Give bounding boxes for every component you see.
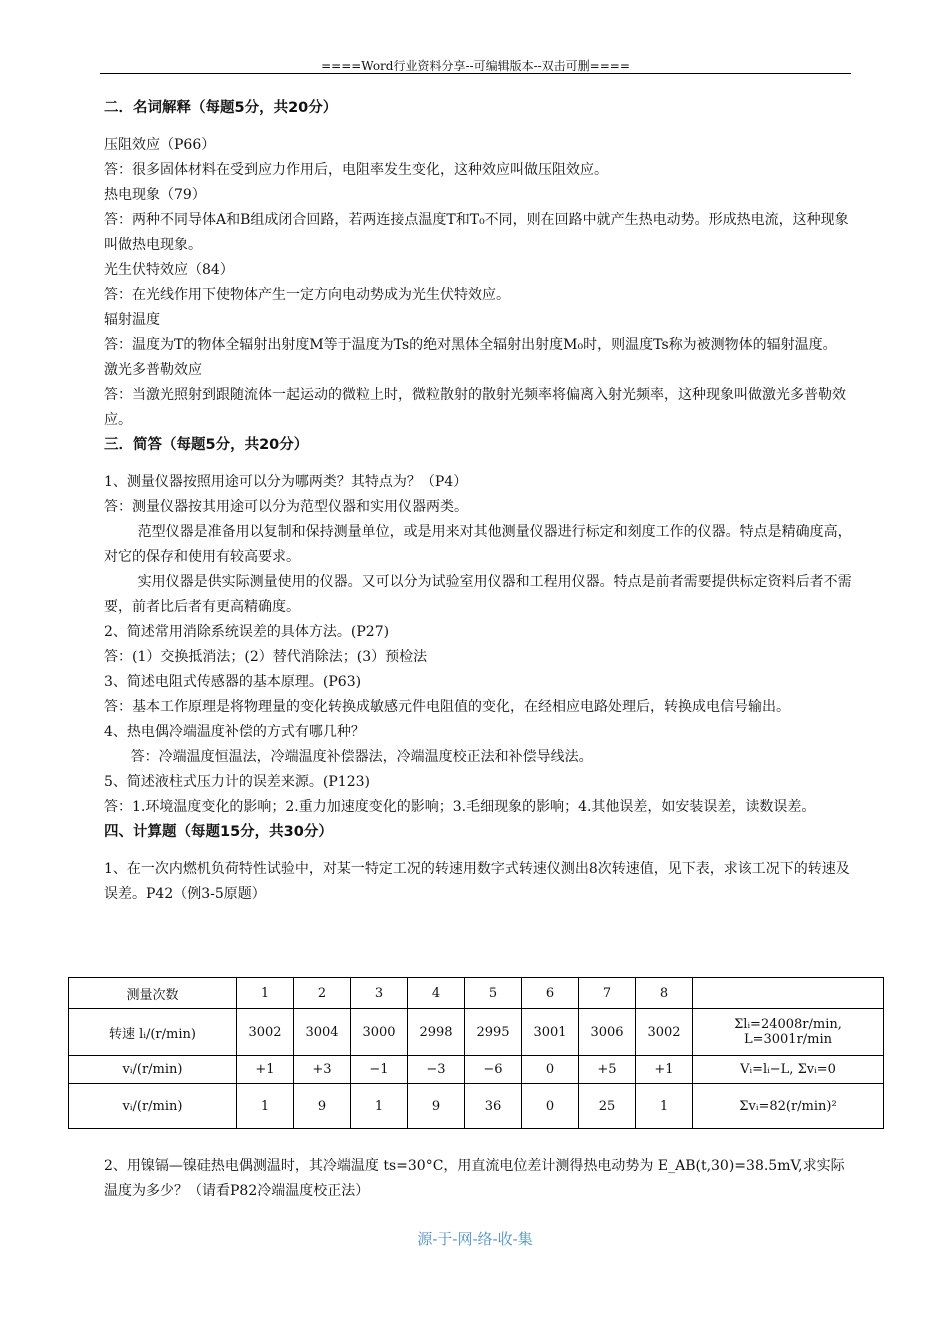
- short-a1-part2: 范型仪器是准备用以复制和保持测量单位，或是用来对其他测量仪器进行标定和刻度工作的仪器。特点是精确度高，对它的保存和使用有较高要求。: [104, 524, 852, 565]
- term-5: 激光多普勒效应: [104, 362, 202, 378]
- table-cell: +1: [237, 1056, 294, 1084]
- table-cell: +1: [636, 1056, 693, 1084]
- table-cell: 0: [522, 1056, 579, 1084]
- table-cell: −6: [465, 1056, 522, 1084]
- section4-title: 四、计算题（每题15分，共30分）: [104, 824, 333, 840]
- measurement-table: [68, 977, 884, 1129]
- table-cell: 1: [237, 1084, 294, 1129]
- table-cell: 9: [408, 1084, 465, 1129]
- table-cell: 5: [465, 978, 522, 1009]
- table-row: [69, 1009, 884, 1056]
- short-q4: 4、热电偶冷端温度补偿的方式有哪几种？: [104, 724, 365, 740]
- table-cell: 2998: [408, 1009, 465, 1056]
- section2-title: 二．名词解释（每题5分，共20分）: [104, 100, 338, 116]
- table-cell: 3006: [579, 1009, 636, 1056]
- short-a1-part3: 实用仪器是供实际测量使用的仪器。又可以分为试验室用仪器和工程用仪器。特点是前者需要提供标定资料后者不需要，前者比后者有更高精确度。: [104, 574, 852, 615]
- answer-1: 答：很多固体材料在受到应力作用后，电阻率发生变化，这种效应叫做压阻效应。: [104, 162, 608, 178]
- calc-q1: 1、在一次内燃机负荷特性试验中，对某一特定工况的转速用数字式转速仪测出8次转速值，见下表，求该工况下的转速及误差。P42（例3-5原题）: [104, 861, 850, 902]
- table-cell: 3004: [294, 1009, 351, 1056]
- table-cell: 7: [579, 978, 636, 1009]
- calc-q2: 2、用镍镉—镍硅热电偶测温时，其冷端温度 ts=30°C，用直流电位差计测得热电动势为 E_AB(t,30)=38.5mV,求实际温度为多少？（请看P82冷端温度校正法）: [104, 1158, 845, 1199]
- section3-title: 三．简答（每题5分，共20分）: [104, 437, 309, 453]
- page-header: ====Word行业资料分享--可编辑版本--双击可删====: [321, 59, 630, 73]
- answer-2: 答：两种不同导体A和B组成闭合回路，若两连接点温度T和T₀不同，则在回路中就产生热电动势。形成热电流，这种现象叫做热电现象。: [104, 212, 849, 253]
- table-row: [69, 1056, 884, 1084]
- table-cell: [693, 978, 884, 1009]
- page-footer: 源-于-网-络-收-集: [417, 1230, 533, 1248]
- table-cell: 1: [351, 1084, 408, 1129]
- table-cell: Vᵢ=lᵢ−L, Σvᵢ=0: [693, 1056, 884, 1084]
- short-q1: 1、测量仪器按照用途可以分为哪两类？其特点为？（P4）: [104, 474, 468, 490]
- table-cell: 3002: [636, 1009, 693, 1056]
- term-3: 光生伏特效应（84）: [104, 262, 234, 278]
- header-rule: [100, 73, 851, 74]
- table-cell: 4: [408, 978, 465, 1009]
- table-cell: +3: [294, 1056, 351, 1084]
- answer-5: 答：当激光照射到跟随流体一起运动的微粒上时，微粒散射的散射光频率将偏离入射光频率，这种现象叫做激光多普勒效应。: [104, 387, 846, 428]
- short-a5: 答：1.环境温度变化的影响；2.重力加速度变化的影响；3.毛细现象的影响；4.其他误差，如安装误差，读数误差。: [104, 799, 816, 815]
- table-cell: +5: [579, 1056, 636, 1084]
- table-cell: 8: [636, 978, 693, 1009]
- table-cell: 0: [522, 1084, 579, 1129]
- table-cell: 2: [294, 978, 351, 1009]
- term-1: 压阻效应（P66）: [104, 137, 216, 153]
- table-cell: Σvᵢ=82(r/min)²: [693, 1084, 884, 1129]
- answer-4: 答：温度为T的物体全辐射出射度M等于温度为Ts的绝对黑体全辐射出射度M₀时，则温度Ts称为被测物体的辐射温度。: [104, 337, 837, 353]
- table-cell: 1: [237, 978, 294, 1009]
- table-cell: vᵢ/(r/min): [69, 1084, 237, 1129]
- table-cell: 1: [636, 1084, 693, 1129]
- table-cell: Σlᵢ=24008r/min, L=3001r/min: [693, 1009, 884, 1056]
- main-content: [104, 96, 852, 907]
- term-4: 辐射温度: [104, 312, 160, 328]
- short-a4: 答：冷端温度恒温法，冷端温度补偿器法，冷端温度校正法和补偿导线法。: [130, 749, 593, 765]
- table-cell: 3002: [237, 1009, 294, 1056]
- short-q5: 5、简述液柱式压力计的误差来源。(P123): [104, 774, 370, 790]
- table-cell: 3001: [522, 1009, 579, 1056]
- short-a2: 答：(1）交换抵消法；(2）替代消除法；(3）预检法: [104, 649, 428, 665]
- table-cell: 测量次数: [69, 978, 237, 1009]
- table-cell: 9: [294, 1084, 351, 1129]
- term-2: 热电现象（79）: [104, 187, 206, 203]
- table-cell: 3: [351, 978, 408, 1009]
- short-a1: 答：测量仪器按其用途可以分为范型仪器和实用仪器两类。: [104, 499, 468, 515]
- short-q2: 2、简述常用消除系统误差的具体方法。(P27): [104, 624, 390, 640]
- short-a3: 答：基本工作原理是将物理量的变化转换成敏感元件电阻值的变化，在经相应电路处理后，转换成电信号输出。: [104, 699, 790, 715]
- table-header-row: [69, 978, 884, 1009]
- answer-3: 答：在光线作用下使物体产生一定方向电动势成为光生伏特效应。: [104, 287, 510, 303]
- calc-q2-block: [104, 1154, 852, 1204]
- table-cell: 6: [522, 978, 579, 1009]
- table-cell: 2995: [465, 1009, 522, 1056]
- table-cell: 3000: [351, 1009, 408, 1056]
- short-q3: 3、简述电阻式传感器的基本原理。(P63): [104, 674, 362, 690]
- table-row: [69, 1084, 884, 1129]
- table-cell: 25: [579, 1084, 636, 1129]
- table-cell: 转速 lᵢ/(r/min): [69, 1009, 237, 1056]
- table-cell: 36: [465, 1084, 522, 1129]
- table-cell: vᵢ/(r/min): [69, 1056, 237, 1084]
- table-cell: −3: [408, 1056, 465, 1084]
- table-cell: −1: [351, 1056, 408, 1084]
